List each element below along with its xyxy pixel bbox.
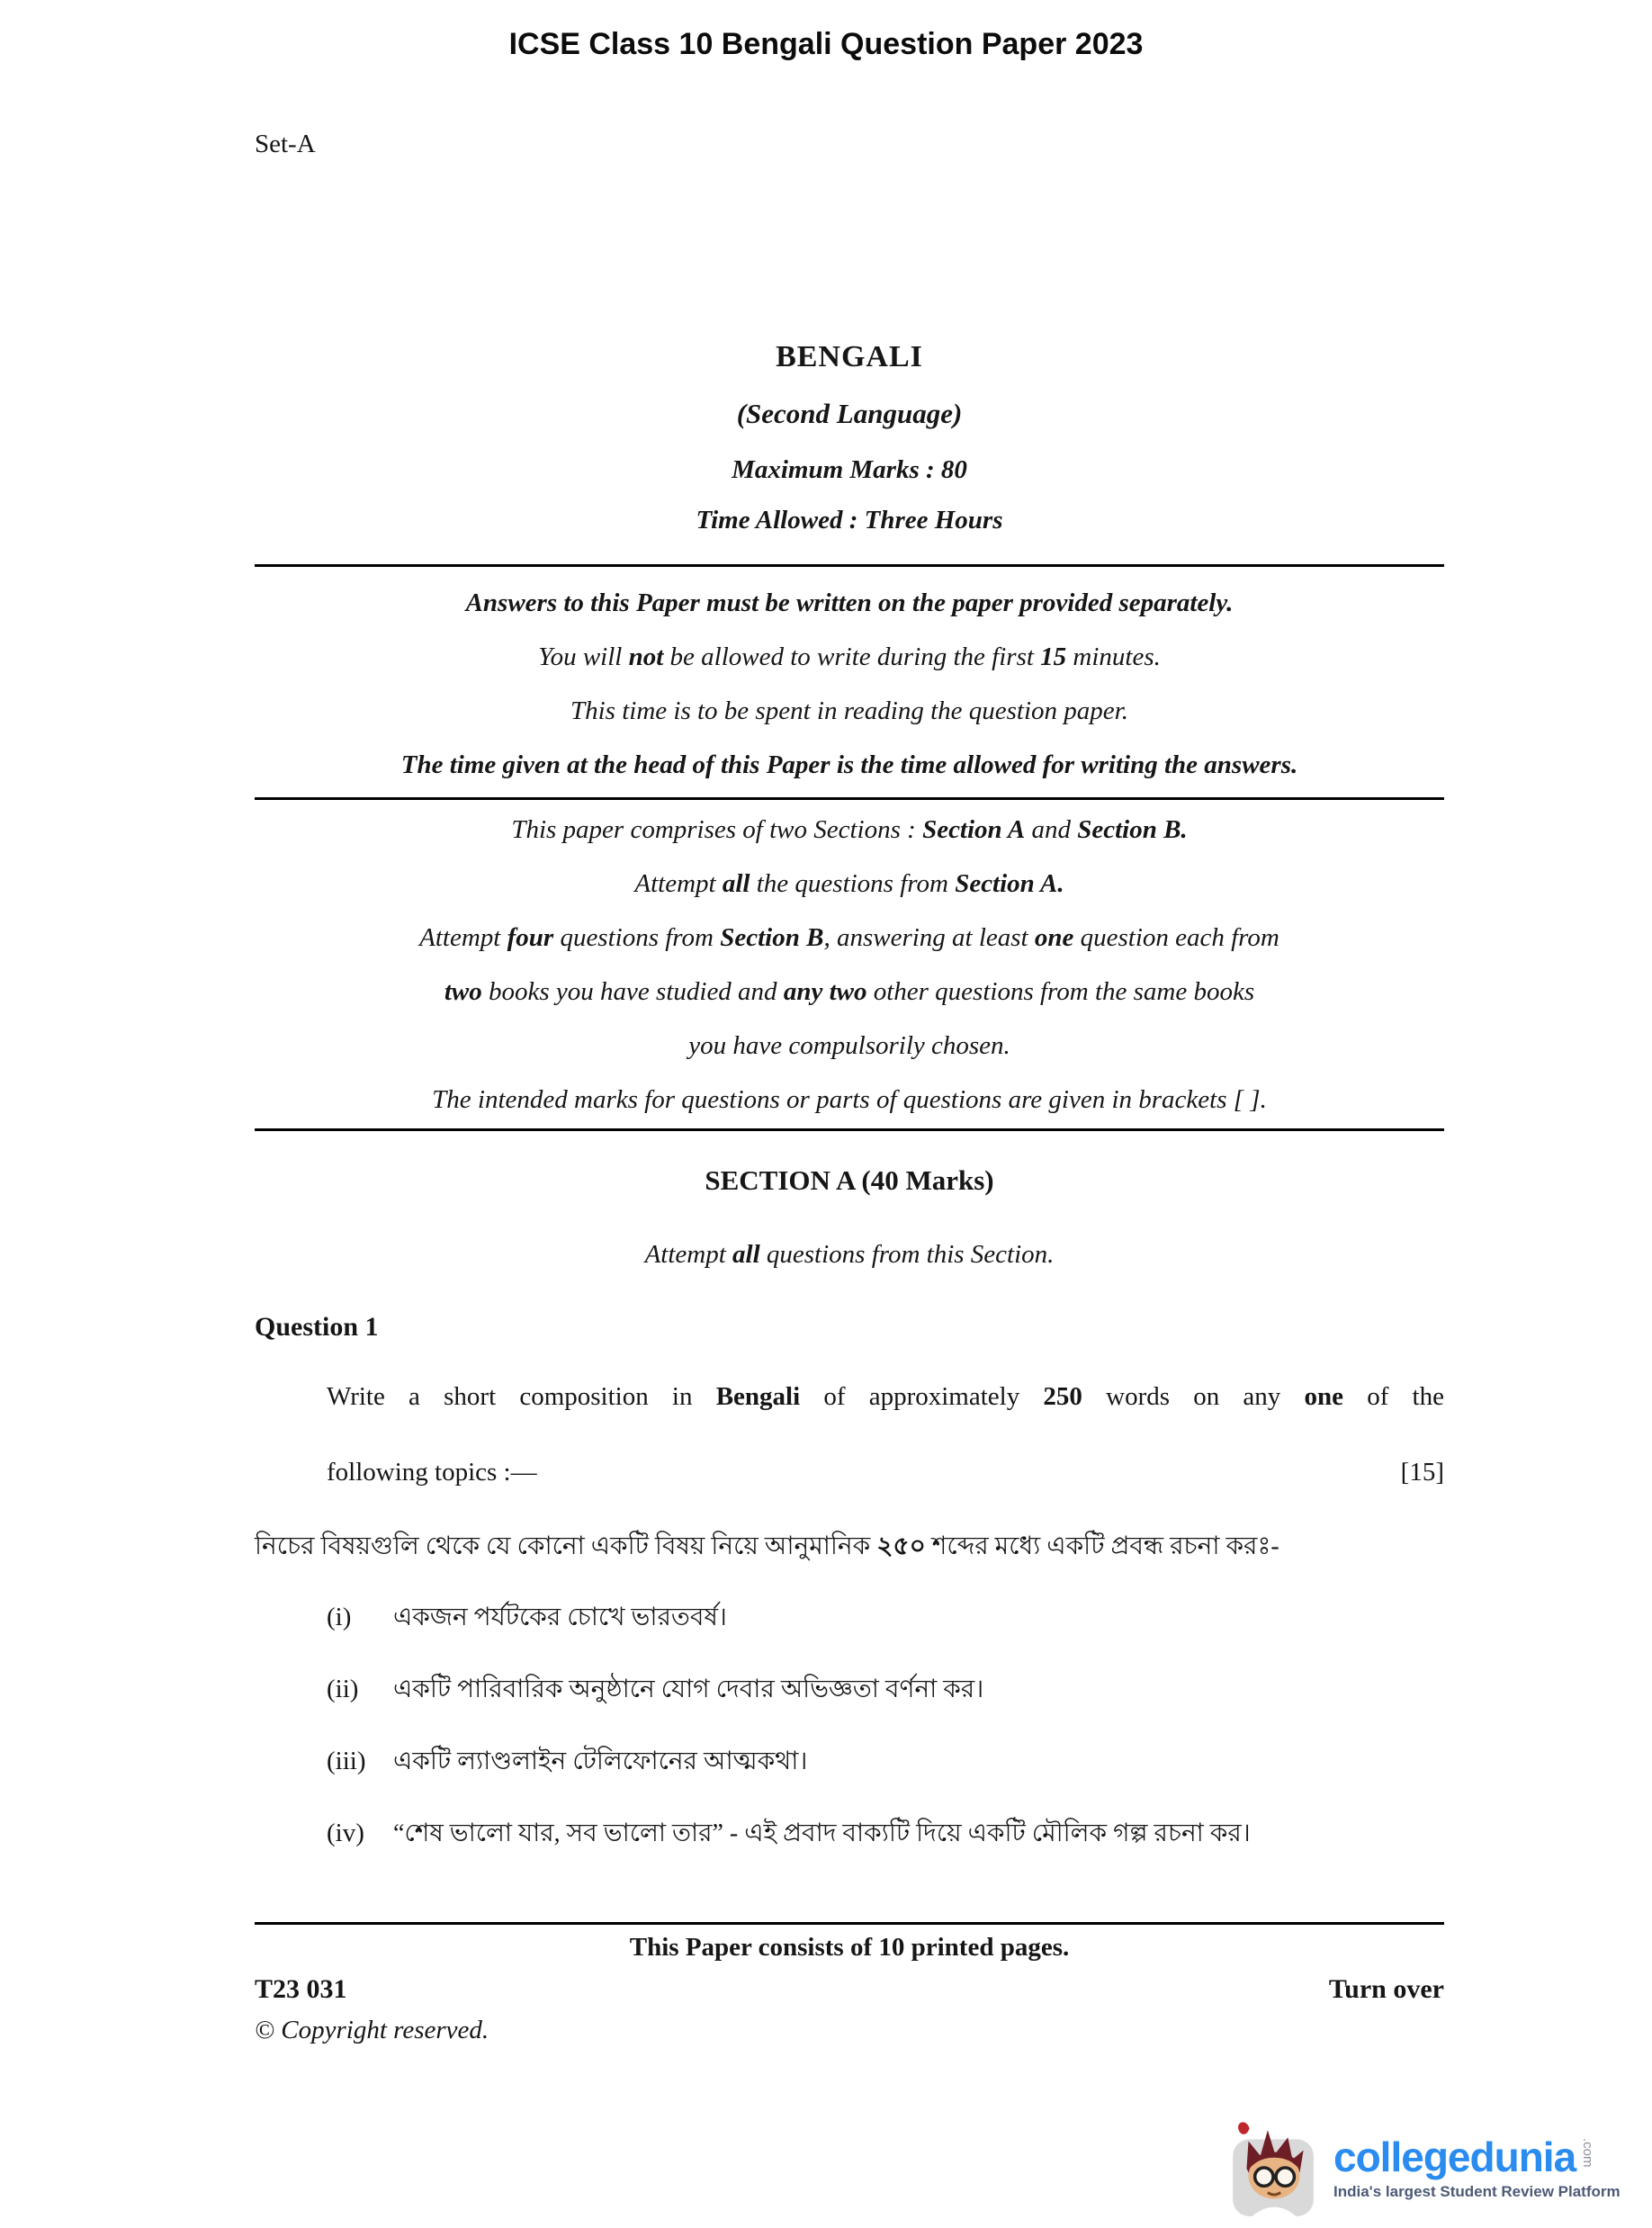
pages-note: This Paper consists of 10 printed pages. <box>629 1933 1070 1962</box>
question-1-prompt-line2 <box>327 1458 1444 1487</box>
paper-structure-instructions-block <box>255 803 1444 1127</box>
collegedunia-mascot-icon <box>1222 2116 1323 2221</box>
section-divider-1 <box>255 564 1444 567</box>
topic-number: (ii) <box>327 1675 359 1703</box>
topic-item <box>327 1812 1444 1855</box>
instruction-line: you have compulsorily chosen. <box>688 1031 1010 1060</box>
max-marks-line: Maximum Marks : 80 <box>732 455 967 484</box>
instruction-line: You will not be allowed to write during the first 15 minutes. <box>538 642 1161 671</box>
copyright-note: © Copyright reserved. <box>255 2016 489 2044</box>
doc-header-title: ICSE Class 10 Bengali Question Paper 2023 <box>508 27 1144 61</box>
topic-text: একজন পর্যটকের চোখে ভারতবর্ষ। <box>393 1604 727 1631</box>
footer-divider <box>255 1922 1444 1925</box>
topic-number: (i) <box>327 1603 352 1631</box>
turn-over-label: Turn over <box>1328 1974 1444 2004</box>
collegedunia-tagline: India's largest Student Review Platform <box>1333 2183 1621 2200</box>
topic-text: একটি পারিবারিক অনুষ্ঠানে যোগ দেবার অভিজ্ঞতা বর্ণনা কর। <box>393 1675 984 1703</box>
collegedunia-domain: .com <box>1580 2138 1596 2168</box>
instruction-line: The time given at the head of this Paper is the time allowed for writing the answers. <box>400 750 1298 779</box>
topic-item <box>327 1596 1444 1639</box>
collegedunia-logo <box>1222 2116 1645 2221</box>
instruction-line: This paper comprises of two Sections : Section A and Section B. <box>511 815 1188 844</box>
topic-text: একটি ল্যাণ্ডলাইন টেলিফোনের আত্মকথা। <box>393 1747 808 1775</box>
question-1-prompt-continuation: following topics :— <box>327 1458 537 1487</box>
instruction-line: This time is to be spent in reading the question paper. <box>570 696 1128 725</box>
marks-badge: [15] <box>1400 1458 1444 1487</box>
topic-list <box>255 1596 1444 1884</box>
topic-item <box>327 1668 1444 1711</box>
general-instructions-block <box>255 576 1444 792</box>
topic-number: (iii) <box>327 1747 366 1775</box>
second-language-subtitle: (Second Language) <box>736 398 963 429</box>
question-1-label: Question 1 <box>255 1312 379 1342</box>
collegedunia-text-block <box>1333 2136 1621 2201</box>
instruction-line: The intended marks for questions or parts of questions are given in brackets [ ]. <box>432 1085 1267 1114</box>
topic-number: (iv) <box>327 1819 364 1847</box>
topic-item <box>327 1740 1444 1783</box>
instruction-line: Answers to this Paper must be written on the paper provided separately. <box>465 588 1234 617</box>
section-divider-2 <box>255 797 1444 800</box>
set-label: Set-A <box>255 130 316 158</box>
instruction-line: Attempt all the questions from Section A. <box>634 869 1064 898</box>
instruction-line: Attempt four questions from Section B, answering at least one question each from <box>419 923 1279 952</box>
question-1-prompt-line1: Write a short composition in Bengali of approximately 250 words on any one of the <box>327 1382 1444 1411</box>
instruction-line: two books you have studied and any two other questions from the same books <box>444 977 1255 1006</box>
paper-code: T23 031 <box>255 1974 347 2004</box>
collegedunia-wordmark: collegedunia <box>1333 2134 1576 2180</box>
time-allowed-line: Time Allowed : Three Hours <box>696 506 1003 535</box>
topic-text: “শেষ ভালো যার, সব ভালো তার” - এই প্রবাদ বাক্যটি দিয়ে একটি মৌলিক গল্প রচনা কর। <box>393 1819 1251 1847</box>
footer-row <box>255 1974 1444 2005</box>
subject-title: BENGALI <box>776 340 923 373</box>
bengali-intro-line: নিচের বিষয়গুলি থেকে যে কোনো একটি বিষয় নিয়ে আনুমানিক ২৫০ শব্দের মধ্যে একটি প্রবন্ধ রচনা করঃ- <box>255 1532 1279 1560</box>
section-a-subheading: Attempt all questions from this Section. <box>644 1240 1055 1269</box>
section-a-heading: SECTION A (40 Marks) <box>705 1164 994 1196</box>
section-divider-3 <box>255 1128 1444 1131</box>
